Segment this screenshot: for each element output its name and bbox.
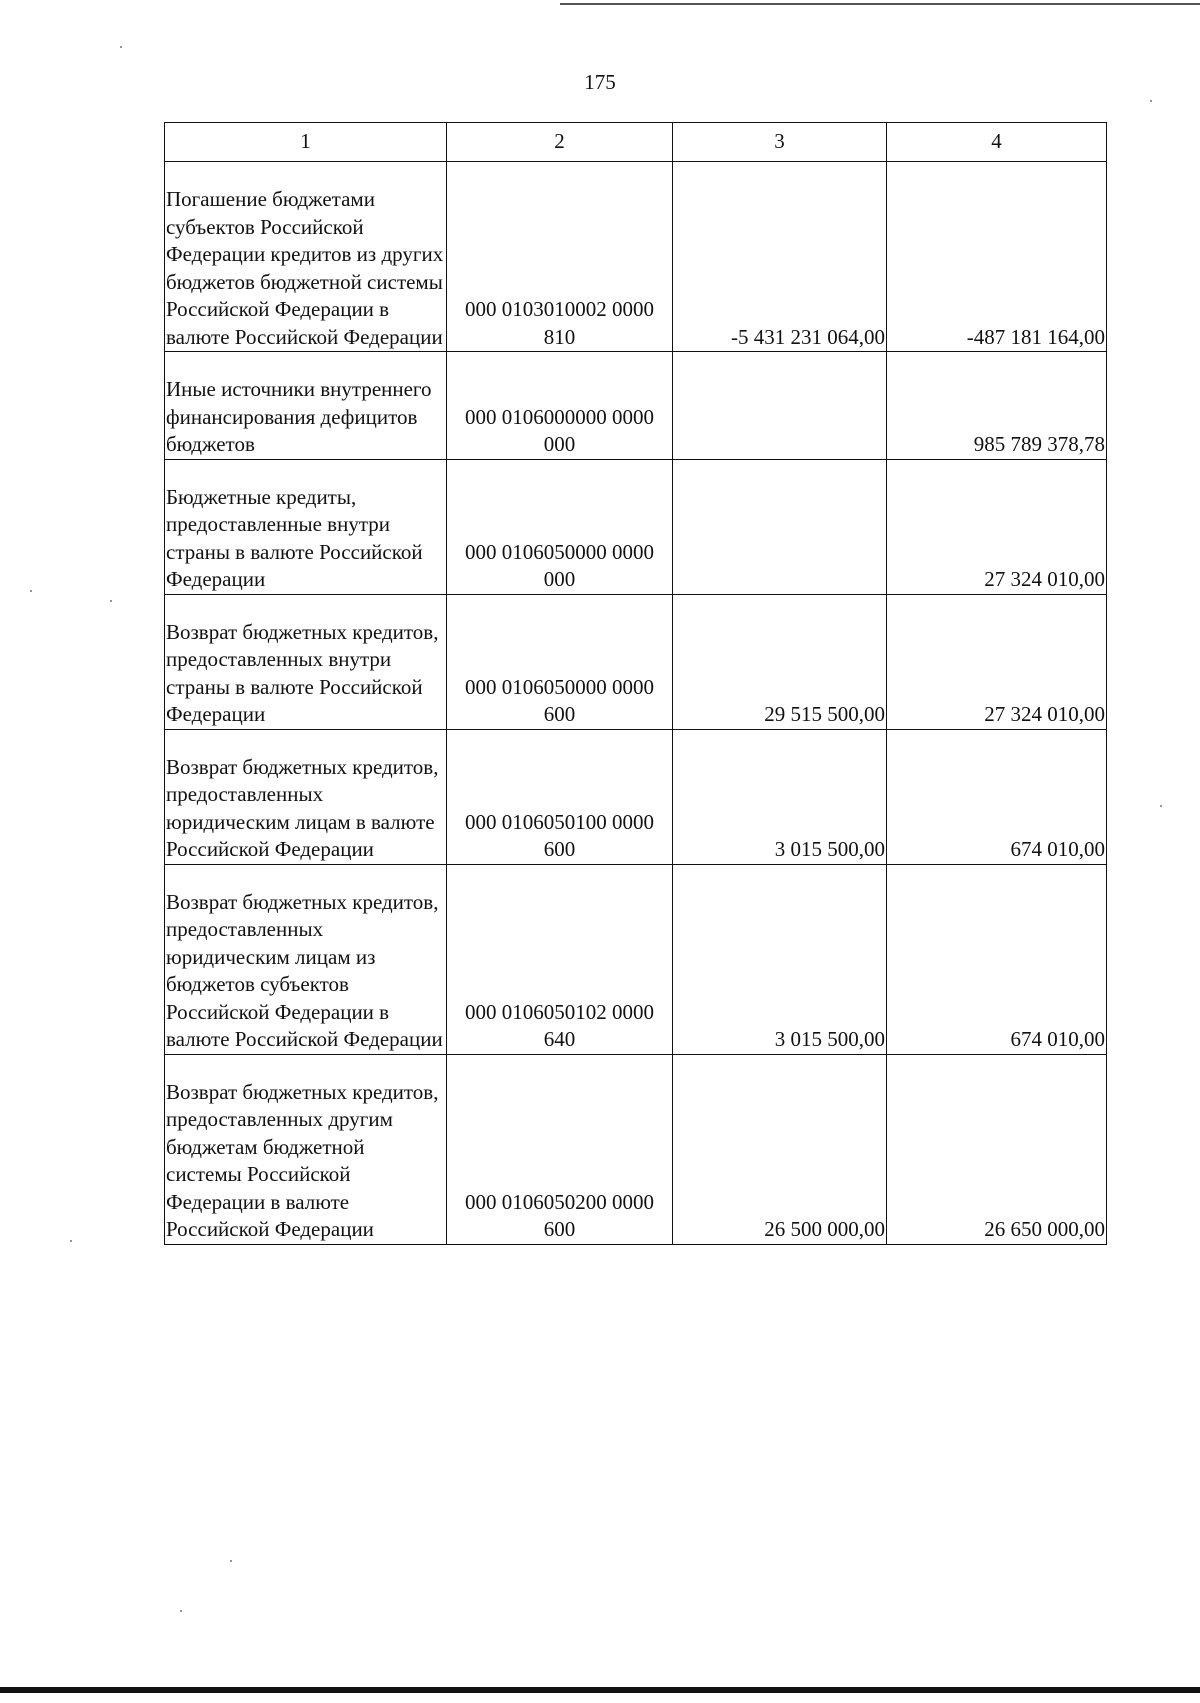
row-code-cell: 000 0106050102 0000 640 xyxy=(447,864,673,1054)
table-row xyxy=(165,1054,1107,1244)
table-row xyxy=(165,352,1107,460)
row-col3-amount xyxy=(673,352,887,460)
table-row xyxy=(165,162,1107,352)
table-row xyxy=(165,729,1107,864)
row-col4-amount: 674 010,00 xyxy=(887,864,1107,1054)
row-col3-amount: 26 500 000,00 xyxy=(673,1054,887,1244)
row-name-cell: Иные источники внутреннего финансирования дефицитов бюджетов xyxy=(165,352,447,460)
row-col3-amount: -5 431 231 064,00 xyxy=(673,162,887,352)
row-name-cell: Возврат бюджетных кредитов, предоставленных юридическим лицам в валюте Российской Федерации xyxy=(165,729,447,864)
table-row xyxy=(165,594,1107,729)
scan-speck xyxy=(1160,805,1162,807)
scan-bottom-edge-line xyxy=(0,1687,1200,1693)
scan-speck xyxy=(70,1240,72,1242)
column-header-2: 2 xyxy=(447,123,673,162)
row-col3-amount: 29 515 500,00 xyxy=(673,594,887,729)
scan-speck xyxy=(230,1560,232,1562)
scan-speck xyxy=(180,1610,182,1612)
budget-sources-table xyxy=(164,122,1107,1245)
row-col4-amount: 27 324 010,00 xyxy=(887,594,1107,729)
row-name-cell: Возврат бюджетных кредитов, предоставленных внутри страны в валюте Российской Федерации xyxy=(165,594,447,729)
row-code-cell: 000 0106000000 0000 000 xyxy=(447,352,673,460)
column-header-4: 4 xyxy=(887,123,1107,162)
scan-top-edge-line xyxy=(560,3,1200,5)
row-col4-amount: 674 010,00 xyxy=(887,729,1107,864)
column-header-1: 1 xyxy=(165,123,447,162)
scan-speck xyxy=(120,46,122,48)
row-code-cell: 000 0106050000 0000 600 xyxy=(447,594,673,729)
page-number: 175 xyxy=(584,70,616,94)
row-col3-amount xyxy=(673,459,887,594)
row-col4-amount: 26 650 000,00 xyxy=(887,1054,1107,1244)
row-code-cell: 000 0106050100 0000 600 xyxy=(447,729,673,864)
row-code-cell: 000 0103010002 0000 810 xyxy=(447,162,673,352)
row-name-cell: Бюджетные кредиты, предоставленные внутри страны в валюте Российской Федерации xyxy=(165,459,447,594)
scan-speck xyxy=(110,600,112,602)
row-name-cell: Возврат бюджетных кредитов, предоставленных юридическим лицам из бюджетов субъектов Российской Федерации в валюте Российской Федерации xyxy=(165,864,447,1054)
column-header-3: 3 xyxy=(673,123,887,162)
row-code-cell: 000 0106050000 0000 000 xyxy=(447,459,673,594)
row-col4-amount: 27 324 010,00 xyxy=(887,459,1107,594)
row-code-cell: 000 0106050200 0000 600 xyxy=(447,1054,673,1244)
scan-speck xyxy=(30,590,32,592)
table-row xyxy=(165,864,1107,1054)
row-col3-amount: 3 015 500,00 xyxy=(673,864,887,1054)
scan-speck xyxy=(1150,100,1152,102)
row-col4-amount: 985 789 378,78 xyxy=(887,352,1107,460)
row-name-cell: Возврат бюджетных кредитов, предоставленных другим бюджетам бюджетной системы Российской Федерации в валюте Российской Федерации xyxy=(165,1054,447,1244)
row-col3-amount: 3 015 500,00 xyxy=(673,729,887,864)
row-name-cell: Погашение бюджетами субъектов Российской Федерации кредитов из других бюджетов бюджетной системы Российской Федерации в валюте Российской Федерации xyxy=(165,162,447,352)
row-col4-amount: -487 181 164,00 xyxy=(887,162,1107,352)
table-header-row xyxy=(165,123,1107,162)
table-row xyxy=(165,459,1107,594)
